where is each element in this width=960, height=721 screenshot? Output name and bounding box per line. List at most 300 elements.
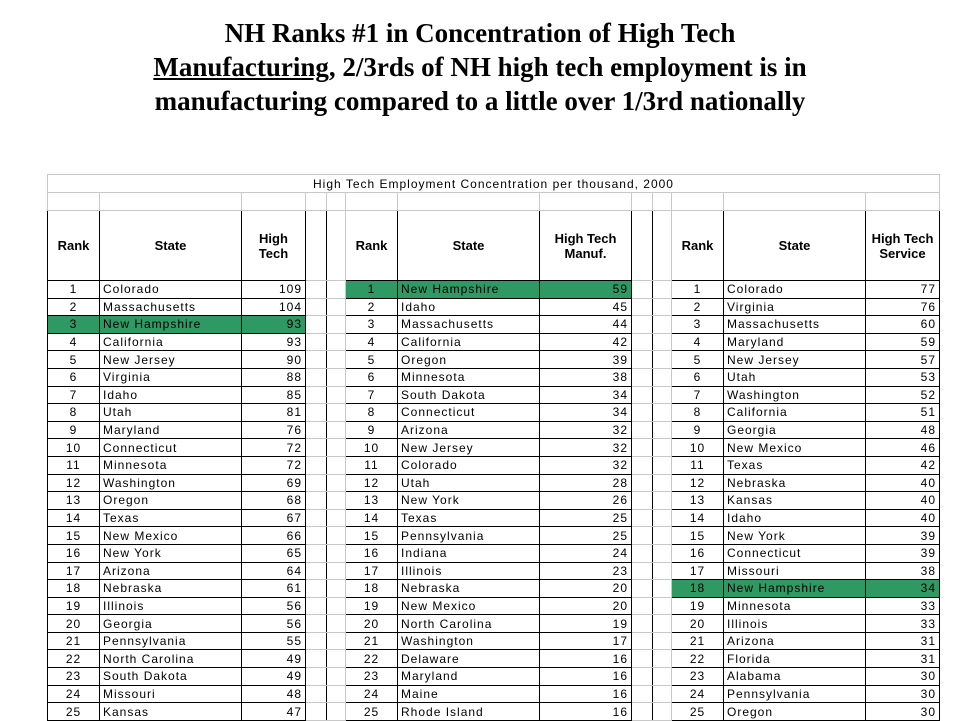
table-row (48, 474, 940, 492)
table-row (48, 597, 940, 615)
rank-cell: 25 (48, 703, 100, 721)
gap-cell (632, 386, 653, 404)
rank-cell: 16 (346, 544, 398, 562)
state-cell: Oregon (398, 351, 540, 369)
gap-cell (306, 474, 327, 492)
rank-cell: 15 (672, 527, 724, 545)
rank-cell: 7 (672, 386, 724, 404)
state-cell: Minnesota (100, 456, 242, 474)
state-cell: Oregon (724, 703, 866, 721)
gap-cell (653, 316, 672, 334)
value-cell: 40 (866, 492, 940, 510)
value-cell: 26 (540, 492, 632, 510)
rank-cell: 10 (48, 439, 100, 457)
state-cell: Idaho (100, 386, 242, 404)
rank-cell: 8 (48, 404, 100, 422)
gap-cell (653, 527, 672, 545)
gap-cell (632, 316, 653, 334)
gap-cell (632, 492, 653, 510)
gap-cell (306, 386, 327, 404)
gap-cell (632, 211, 653, 281)
state-cell: Pennsylvania (398, 527, 540, 545)
value-cell: 93 (242, 316, 306, 334)
rank-cell: 4 (672, 333, 724, 351)
table-row (48, 316, 940, 334)
state-cell: Maryland (398, 668, 540, 686)
table-row (48, 281, 940, 299)
gap-cell (632, 615, 653, 633)
gap-cell (327, 527, 346, 545)
gap-cell (306, 685, 327, 703)
table-row (48, 298, 940, 316)
value-cell: 30 (866, 703, 940, 721)
rank-cell: 23 (346, 668, 398, 686)
rank-cell: 21 (346, 632, 398, 650)
title-line-2-rest: , 2/3rds of NH high tech employment is in (328, 52, 807, 82)
gap-cell (306, 351, 327, 369)
state-cell: Florida (724, 650, 866, 668)
gap-cell (306, 703, 327, 721)
rank-cell: 24 (346, 685, 398, 703)
gap-cell (653, 668, 672, 686)
table-row (48, 404, 940, 422)
rank-cell: 2 (346, 298, 398, 316)
rank-cell: 1 (346, 281, 398, 299)
value-cell: 30 (866, 668, 940, 686)
state-cell: New York (724, 527, 866, 545)
sheet-title-row (48, 175, 940, 193)
rank-cell: 11 (672, 456, 724, 474)
header-value-line-2: Tech (258, 245, 289, 261)
gap-cell (306, 333, 327, 351)
value-cell: 66 (242, 527, 306, 545)
value-cell: 38 (540, 368, 632, 386)
value-cell: 20 (540, 597, 632, 615)
value-cell: 40 (866, 474, 940, 492)
header-value-line-1: High (259, 230, 288, 246)
gap-cell (327, 351, 346, 369)
empty-cell (48, 193, 100, 211)
title-line-1: NH Ranks #1 in Concentration of High Tech (224, 18, 736, 48)
header-state: State (398, 211, 540, 281)
value-cell: 88 (242, 368, 306, 386)
rank-cell: 8 (346, 404, 398, 422)
value-cell: 25 (540, 527, 632, 545)
state-cell: Massachusetts (100, 298, 242, 316)
header-state: State (100, 211, 242, 281)
value-cell: 31 (866, 650, 940, 668)
header-value-line-2: Manuf. (564, 245, 607, 261)
spacer-row (48, 193, 940, 211)
value-cell: 39 (866, 527, 940, 545)
state-cell: Connecticut (398, 404, 540, 422)
rank-cell: 23 (672, 668, 724, 686)
spreadsheet (47, 174, 940, 721)
rank-cell: 19 (48, 597, 100, 615)
state-cell: Texas (724, 456, 866, 474)
gap-cell (653, 439, 672, 457)
table-row (48, 632, 940, 650)
rank-cell: 25 (346, 703, 398, 721)
gap-cell (632, 298, 653, 316)
gap-cell (306, 439, 327, 457)
state-cell: Illinois (100, 597, 242, 615)
state-cell: Oregon (100, 492, 242, 510)
gap-cell (632, 632, 653, 650)
table-row (48, 562, 940, 580)
value-cell: 93 (242, 333, 306, 351)
gap-cell (306, 316, 327, 334)
value-cell: 104 (242, 298, 306, 316)
table-row (48, 351, 940, 369)
state-cell: Colorado (100, 281, 242, 299)
gap-cell (327, 333, 346, 351)
rank-cell: 7 (346, 386, 398, 404)
gap-cell (306, 298, 327, 316)
gap-cell (653, 580, 672, 598)
empty-cell (724, 193, 866, 211)
rank-cell: 4 (48, 333, 100, 351)
state-cell: Massachusetts (398, 316, 540, 334)
value-cell: 39 (866, 544, 940, 562)
gap-cell (653, 544, 672, 562)
empty-cell (346, 193, 398, 211)
value-cell: 39 (540, 351, 632, 369)
rank-cell: 20 (672, 615, 724, 633)
state-cell: Nebraska (724, 474, 866, 492)
gap-cell (306, 562, 327, 580)
gap-cell (632, 439, 653, 457)
empty-cell (672, 193, 724, 211)
header-row (48, 211, 940, 281)
table-row (48, 439, 940, 457)
gap-cell (327, 580, 346, 598)
gap-cell (327, 211, 346, 281)
rank-cell: 16 (48, 544, 100, 562)
state-cell: Minnesota (724, 597, 866, 615)
rank-cell: 15 (48, 527, 100, 545)
value-cell: 25 (540, 509, 632, 527)
state-cell: Washington (100, 474, 242, 492)
rank-cell: 18 (346, 580, 398, 598)
state-cell: Illinois (398, 562, 540, 580)
value-cell: 48 (242, 685, 306, 703)
value-cell: 24 (540, 544, 632, 562)
state-cell: New Jersey (724, 351, 866, 369)
rank-cell: 6 (48, 368, 100, 386)
table-row (48, 668, 940, 686)
rank-cell: 5 (48, 351, 100, 369)
title-line-3: manufacturing compared to a little over 1/3rd nationally (154, 86, 806, 116)
gap-cell (306, 668, 327, 686)
table-row (48, 685, 940, 703)
rank-cell: 3 (672, 316, 724, 334)
value-cell: 49 (242, 668, 306, 686)
rank-cell: 24 (672, 685, 724, 703)
rank-cell: 18 (48, 580, 100, 598)
value-cell: 20 (540, 580, 632, 598)
state-cell: Arizona (724, 632, 866, 650)
value-cell: 33 (866, 615, 940, 633)
state-cell: New Hampshire (724, 580, 866, 598)
rank-cell: 6 (346, 368, 398, 386)
header-value-line-1: High Tech (871, 230, 934, 246)
gap-cell (653, 456, 672, 474)
value-cell: 57 (866, 351, 940, 369)
slide-title (20, 16, 940, 118)
state-cell: Maine (398, 685, 540, 703)
value-cell: 34 (540, 386, 632, 404)
state-cell: Colorado (398, 456, 540, 474)
value-cell: 16 (540, 703, 632, 721)
rank-cell: 18 (672, 580, 724, 598)
rank-cell: 2 (672, 298, 724, 316)
rank-cell: 19 (672, 597, 724, 615)
gap-cell (632, 668, 653, 686)
state-cell: Massachusetts (724, 316, 866, 334)
state-cell: Washington (724, 386, 866, 404)
rank-cell: 7 (48, 386, 100, 404)
gap-cell (653, 703, 672, 721)
employment-table (47, 174, 940, 721)
rank-cell: 14 (346, 509, 398, 527)
value-cell: 72 (242, 456, 306, 474)
value-cell: 30 (866, 685, 940, 703)
gap-cell (306, 544, 327, 562)
gap-cell (632, 474, 653, 492)
value-cell: 45 (540, 298, 632, 316)
value-cell: 17 (540, 632, 632, 650)
state-cell: North Carolina (100, 650, 242, 668)
value-cell: 33 (866, 597, 940, 615)
table-row (48, 615, 940, 633)
gap-cell (653, 685, 672, 703)
gap-cell (632, 703, 653, 721)
rank-cell: 20 (346, 615, 398, 633)
rank-cell: 3 (346, 316, 398, 334)
value-cell: 59 (540, 281, 632, 299)
table-row (48, 368, 940, 386)
value-cell: 61 (242, 580, 306, 598)
table-row (48, 386, 940, 404)
value-cell: 28 (540, 474, 632, 492)
state-cell: Virginia (724, 298, 866, 316)
table-row (48, 527, 940, 545)
gap-cell (306, 580, 327, 598)
state-cell: New Hampshire (398, 281, 540, 299)
gap-cell (632, 421, 653, 439)
gap-cell (653, 597, 672, 615)
rank-cell: 23 (48, 668, 100, 686)
gap-cell (653, 421, 672, 439)
value-cell: 109 (242, 281, 306, 299)
rank-cell: 12 (672, 474, 724, 492)
value-cell: 40 (866, 509, 940, 527)
rank-cell: 12 (48, 474, 100, 492)
gap-cell (327, 632, 346, 650)
gap-cell (653, 211, 672, 281)
gap-cell (306, 281, 327, 299)
gap-cell (327, 439, 346, 457)
rank-cell: 20 (48, 615, 100, 633)
gap-cell (632, 404, 653, 422)
state-cell: Arizona (398, 421, 540, 439)
state-cell: Kansas (100, 703, 242, 721)
state-cell: Maryland (724, 333, 866, 351)
state-cell: New Hampshire (100, 316, 242, 334)
gap-cell (653, 632, 672, 650)
rank-cell: 2 (48, 298, 100, 316)
rank-cell: 22 (48, 650, 100, 668)
gap-cell (327, 562, 346, 580)
rank-cell: 16 (672, 544, 724, 562)
state-cell: New Mexico (398, 597, 540, 615)
gap-cell (306, 597, 327, 615)
gap-cell (327, 544, 346, 562)
rank-cell: 14 (672, 509, 724, 527)
state-cell: Colorado (724, 281, 866, 299)
state-cell: New Jersey (398, 439, 540, 457)
gap-cell (327, 650, 346, 668)
value-cell: 60 (866, 316, 940, 334)
rank-cell: 1 (672, 281, 724, 299)
rank-cell: 10 (672, 439, 724, 457)
gap-cell (327, 615, 346, 633)
value-cell: 56 (242, 615, 306, 633)
header-rank: Rank (346, 211, 398, 281)
gap-cell (306, 211, 327, 281)
gap-cell (327, 509, 346, 527)
state-cell: California (724, 404, 866, 422)
gap-cell (327, 474, 346, 492)
value-cell: 69 (242, 474, 306, 492)
rank-cell: 24 (48, 685, 100, 703)
state-cell: Connecticut (724, 544, 866, 562)
rank-cell: 25 (672, 703, 724, 721)
state-cell: South Dakota (398, 386, 540, 404)
rank-cell: 8 (672, 404, 724, 422)
state-cell: California (100, 333, 242, 351)
gap-cell (327, 421, 346, 439)
gap-cell (327, 456, 346, 474)
state-cell: New Jersey (100, 351, 242, 369)
state-cell: Delaware (398, 650, 540, 668)
gap-cell (327, 685, 346, 703)
gap-cell (632, 562, 653, 580)
gap-cell (632, 544, 653, 562)
gap-cell (632, 281, 653, 299)
value-cell: 76 (242, 421, 306, 439)
state-cell: Nebraska (398, 580, 540, 598)
header-value (866, 211, 940, 281)
header-value (242, 211, 306, 281)
state-cell: New York (100, 544, 242, 562)
empty-cell (398, 193, 540, 211)
state-cell: Georgia (724, 421, 866, 439)
gap-cell (653, 386, 672, 404)
value-cell: 23 (540, 562, 632, 580)
state-cell: California (398, 333, 540, 351)
value-cell: 32 (540, 456, 632, 474)
rank-cell: 17 (346, 562, 398, 580)
state-cell: Rhode Island (398, 703, 540, 721)
gap-cell (653, 562, 672, 580)
rank-cell: 3 (48, 316, 100, 334)
value-cell: 16 (540, 650, 632, 668)
state-cell: South Dakota (100, 668, 242, 686)
rank-cell: 21 (672, 632, 724, 650)
rank-cell: 22 (672, 650, 724, 668)
empty-cell (866, 193, 940, 211)
value-cell: 38 (866, 562, 940, 580)
sheet-title: High Tech Employment Concentration per thousand, 2000 (48, 175, 940, 193)
value-cell: 81 (242, 404, 306, 422)
state-cell: Connecticut (100, 439, 242, 457)
rank-cell: 11 (346, 456, 398, 474)
state-cell: Washington (398, 632, 540, 650)
value-cell: 32 (540, 439, 632, 457)
gap-cell (632, 351, 653, 369)
value-cell: 76 (866, 298, 940, 316)
header-value (540, 211, 632, 281)
value-cell: 56 (242, 597, 306, 615)
table-row (48, 544, 940, 562)
gap-cell (306, 650, 327, 668)
rank-cell: 21 (48, 632, 100, 650)
state-cell: Virginia (100, 368, 242, 386)
state-cell: Georgia (100, 615, 242, 633)
state-cell: Minnesota (398, 368, 540, 386)
table-row (48, 703, 940, 721)
value-cell: 85 (242, 386, 306, 404)
rank-cell: 17 (48, 562, 100, 580)
gap-cell (327, 298, 346, 316)
state-cell: New Mexico (724, 439, 866, 457)
gap-cell (306, 404, 327, 422)
table-row (48, 333, 940, 351)
empty-cell (100, 193, 242, 211)
value-cell: 55 (242, 632, 306, 650)
gap-cell (327, 404, 346, 422)
rank-cell: 12 (346, 474, 398, 492)
header-value-line-1: High Tech (554, 230, 617, 246)
value-cell: 47 (242, 703, 306, 721)
gap-cell (306, 509, 327, 527)
gap-cell (306, 421, 327, 439)
value-cell: 46 (866, 439, 940, 457)
state-cell: Missouri (724, 562, 866, 580)
value-cell: 51 (866, 404, 940, 422)
rank-cell: 6 (672, 368, 724, 386)
state-cell: Kansas (724, 492, 866, 510)
gap-cell (327, 703, 346, 721)
title-underlined-word: Manufacturing (153, 52, 329, 82)
value-cell: 77 (866, 281, 940, 299)
gap-cell (653, 351, 672, 369)
state-cell: Arizona (100, 562, 242, 580)
value-cell: 53 (866, 368, 940, 386)
state-cell: Missouri (100, 685, 242, 703)
rank-cell: 13 (672, 492, 724, 510)
value-cell: 64 (242, 562, 306, 580)
state-cell: New York (398, 492, 540, 510)
gap-cell (306, 615, 327, 633)
state-cell: Idaho (398, 298, 540, 316)
gap-cell (632, 509, 653, 527)
header-value-line-2: Service (879, 245, 926, 261)
state-cell: Utah (724, 368, 866, 386)
gap-cell (653, 333, 672, 351)
